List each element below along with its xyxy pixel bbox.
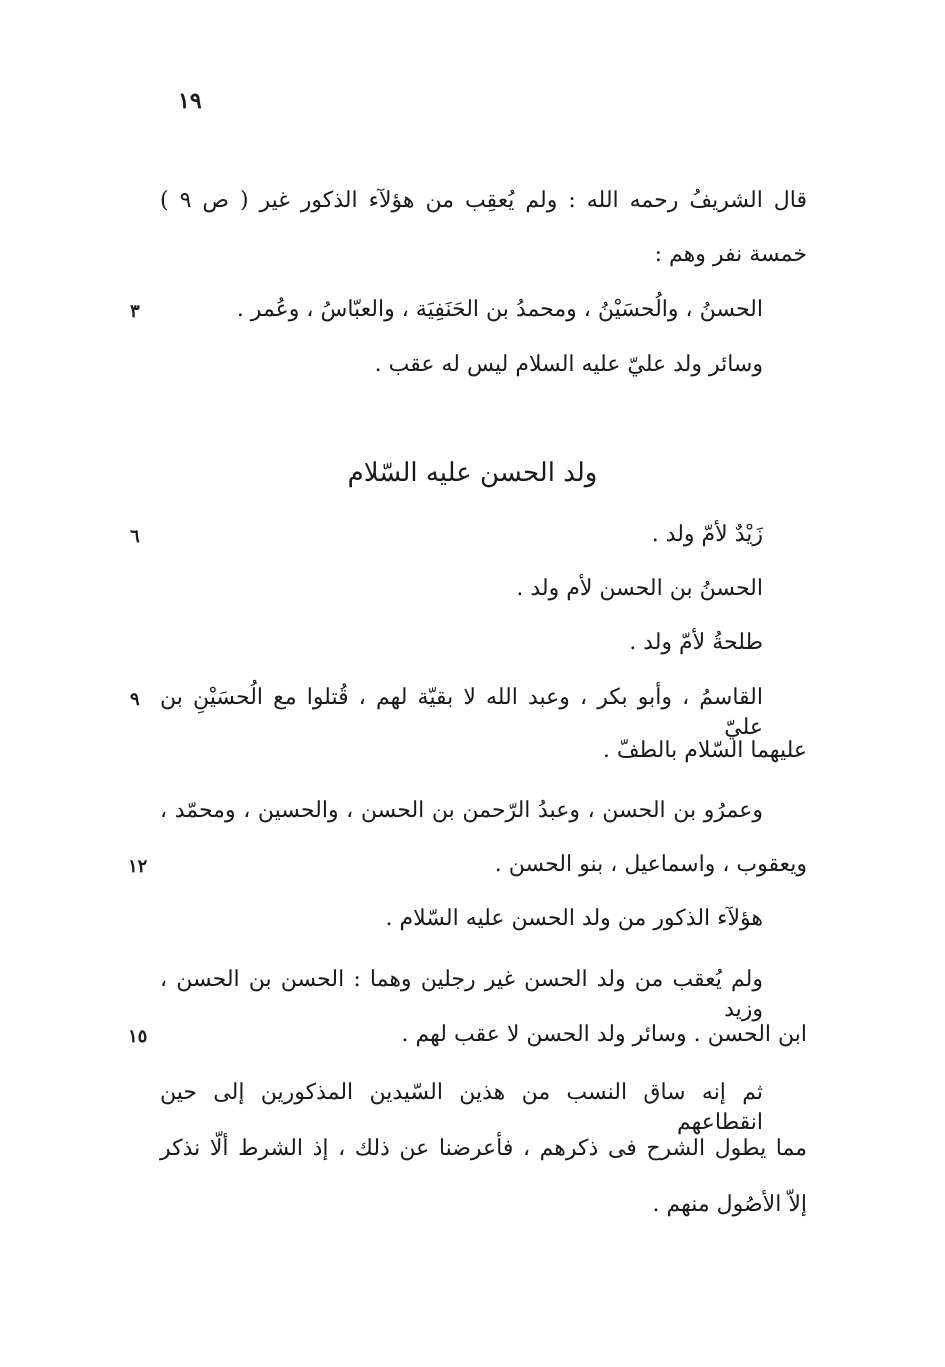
text-line-3: الحسنُ ، والُحسَيْنُ ، ومحمدُ بن الحَنَفِيَة ، والعبّاسُ ، وعُمر .: [236, 297, 763, 322]
text-line-14: ابن الحسن . وسائر ولد الحسن لا عقب لهم .: [401, 1022, 807, 1047]
text-line-13: ولم يُعقب من ولد الحسن غير رجلين وهما : الحسن بن الحسن ، وزيد: [160, 967, 763, 1022]
text-line-2: خمسة نفر وهم :: [654, 242, 807, 267]
margin-line-number: ٦: [130, 526, 140, 547]
text-line-10: وعمرُو بن الحسن ، وعبدُ الرّحمن بن الحسن ، والحسين ، ومحمّد ،: [160, 798, 763, 823]
text-line-7: طلحةُ لأمّ ولد .: [629, 630, 763, 655]
text-line-12: هؤلآء الذكور من ولد الحسن عليه السّلام .: [385, 906, 763, 931]
margin-line-number: ٣: [130, 301, 140, 322]
margin-line-number: ١٥: [128, 1026, 148, 1047]
margin-line-number: ١٢: [128, 856, 148, 877]
text-line-1: قال الشريفُ رحمه الله : ولم يُعقِب من هؤلآء الذكور غير ( ص ٩ ): [160, 188, 808, 213]
text-line-11: ويعقوب ، واسماعيل ، بنو الحسن .: [494, 852, 807, 877]
section-heading: ولد الحسن عليه السّلام: [347, 458, 598, 488]
text-line-5: زَيْدٌ لأمّ ولد .: [651, 522, 763, 547]
text-line-4: وسائر ولد عليّ عليه السلام ليس له عقب .: [374, 352, 763, 377]
text-line-8: القاسمُ ، وأبو بكر ، وعبد الله لا بقيّة لهم ، قُتلوا مع الُحسَيْنِ بن عليّ: [160, 685, 763, 740]
text-line-6: الحسنُ بن الحسن لأم ولد .: [516, 576, 763, 601]
text-line-16: مما يطول الشرح فى ذكرهم ، فأعرضنا عن ذلك ، إذ الشرط ألّا نذكر: [160, 1136, 807, 1161]
margin-line-number: ٩: [130, 689, 140, 710]
page-number: ١٩: [178, 88, 202, 114]
text-line-9: عليهما السّلام بالطفّ .: [602, 738, 807, 763]
text-line-17: إلاّ الأصُول منهم .: [652, 1192, 807, 1217]
text-line-15: ثم إنه ساق النسب من هذين السّيدين المذكورين إلى حين انقطاعهم: [160, 1080, 763, 1135]
